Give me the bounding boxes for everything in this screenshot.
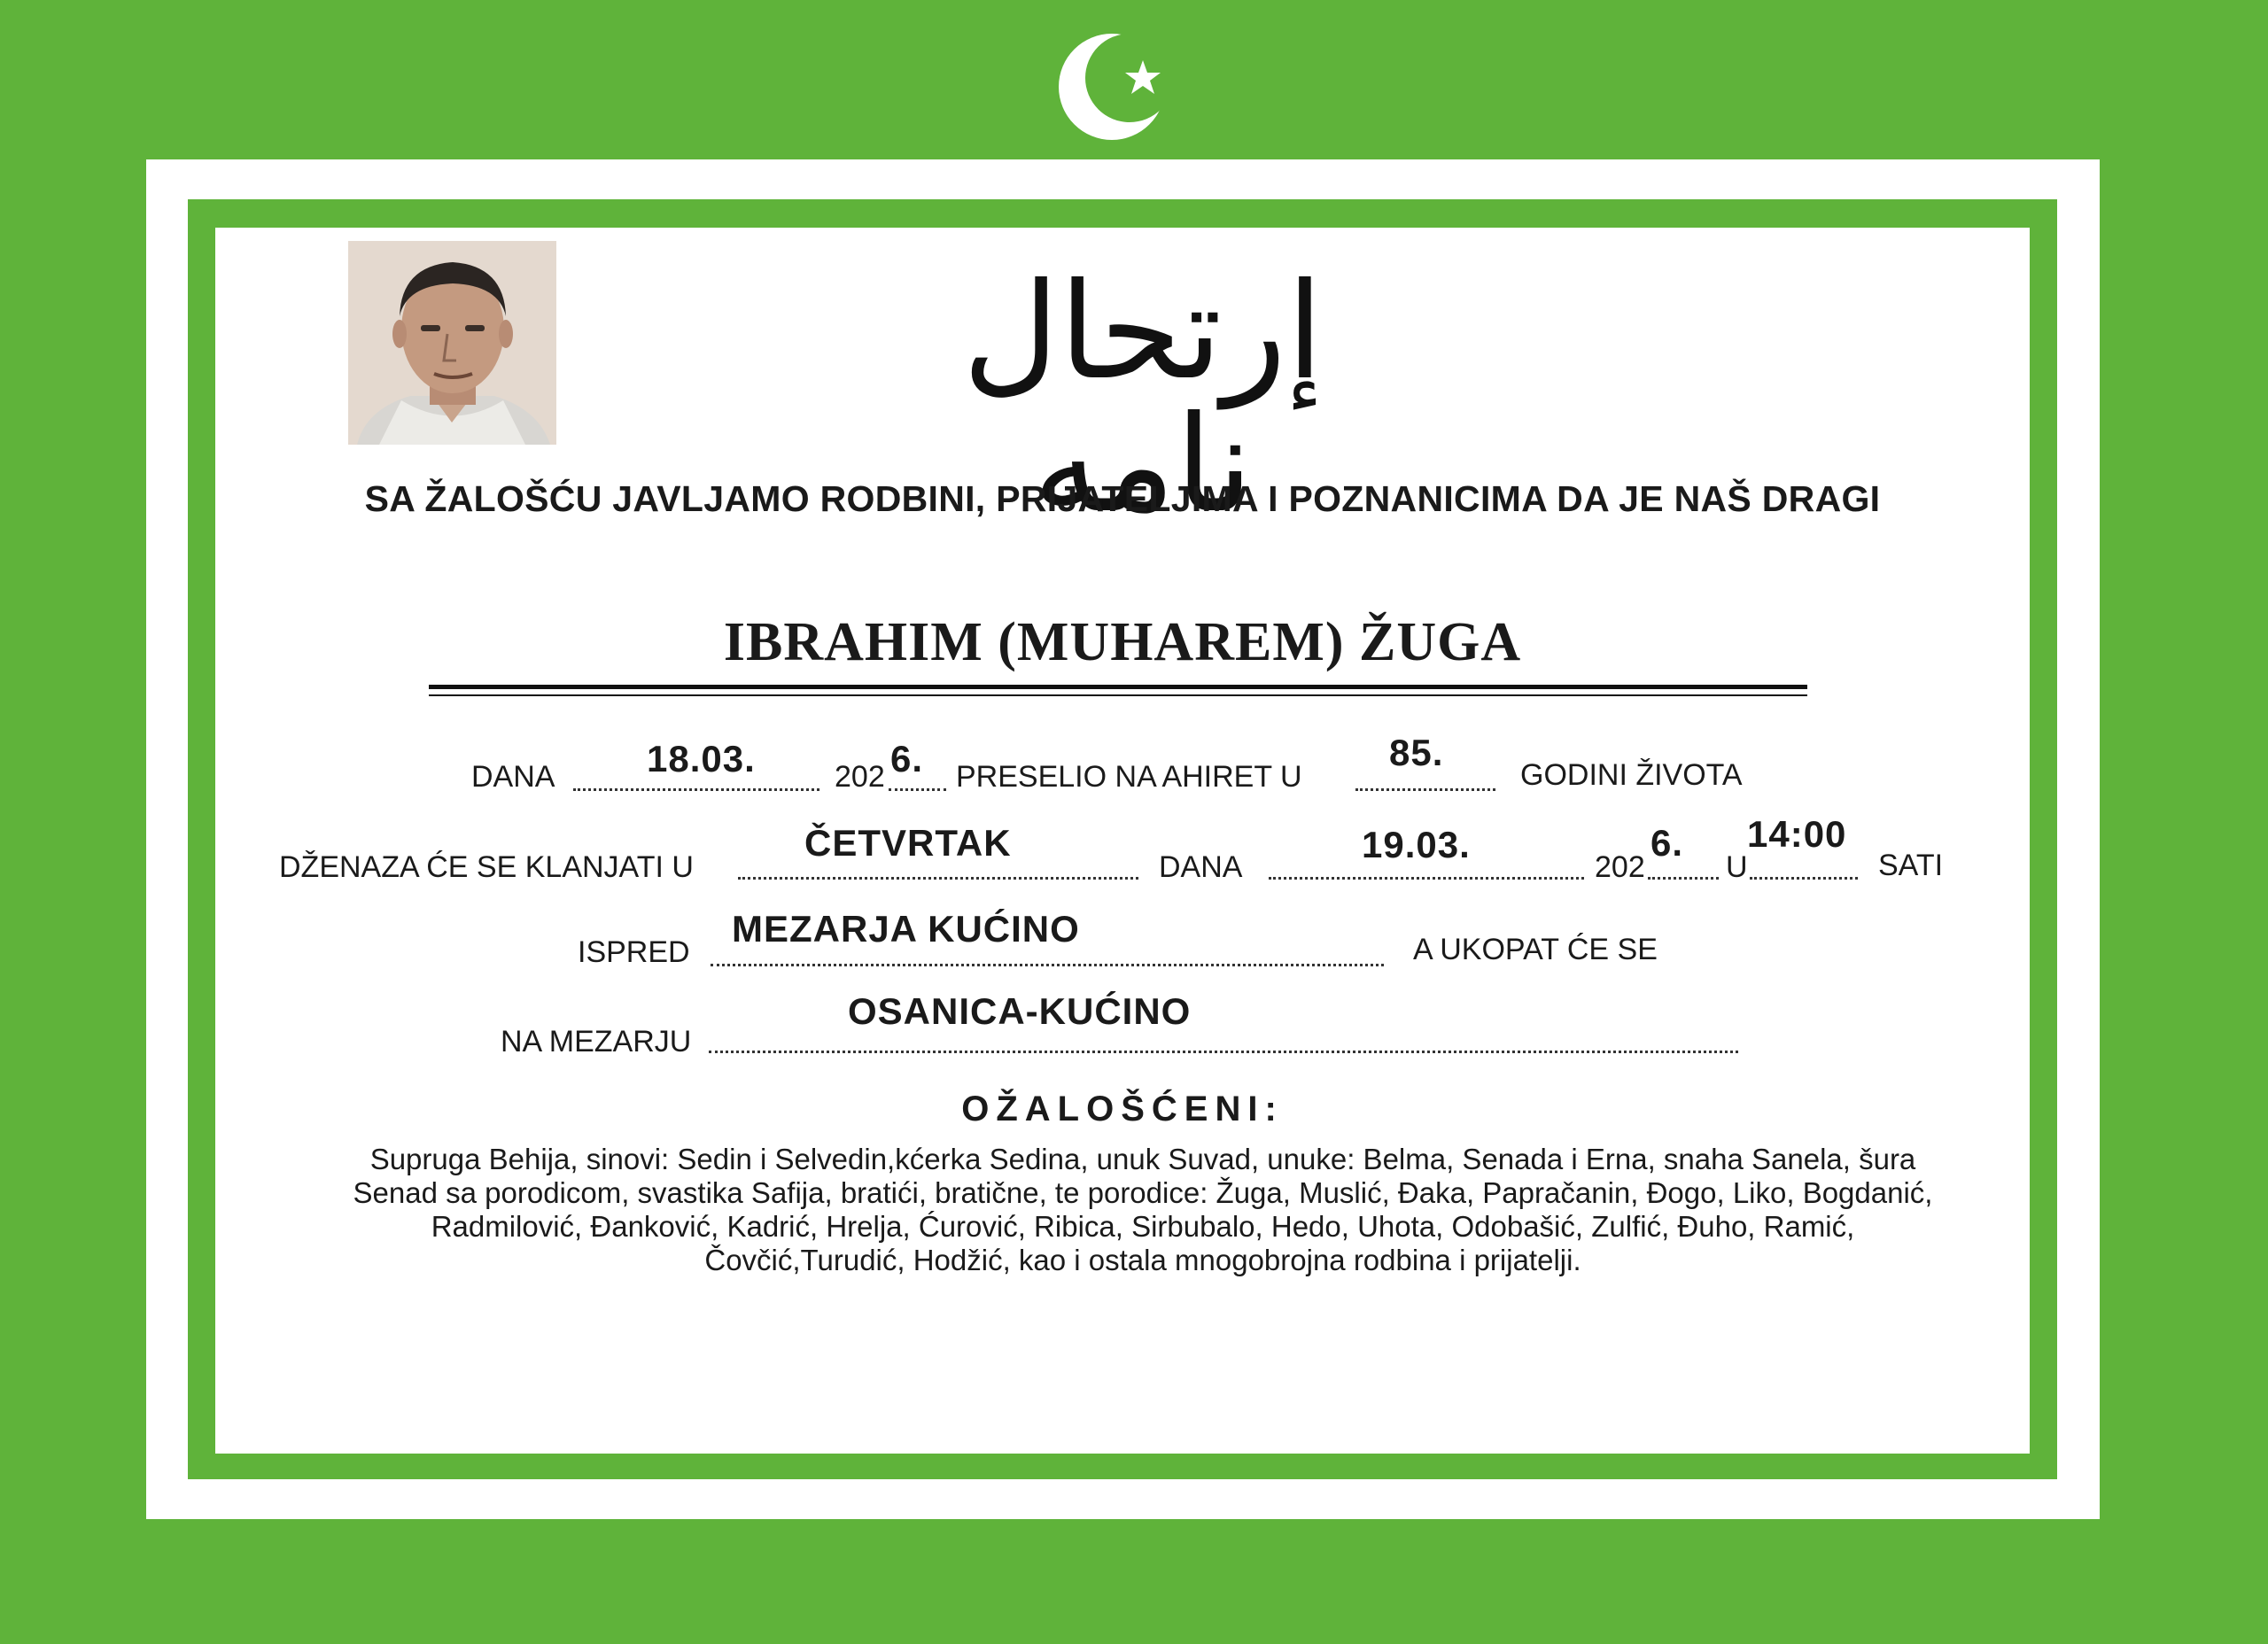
name-underline-thin bbox=[429, 694, 1807, 696]
funeral-year-suffix: 6. bbox=[1651, 822, 1684, 864]
mezarju-label: NA MEZARJU bbox=[501, 1025, 692, 1059]
death-year-suffix: 6. bbox=[890, 738, 924, 779]
age-line bbox=[1355, 788, 1495, 791]
cemetery-line bbox=[709, 1051, 1738, 1053]
prayer-label: DŽENAZA ĆE SE KLANJATI U bbox=[279, 850, 694, 884]
announcement-text: SA ŽALOŠĆU JAVLJAMO RODBINI, PRIJATELJIMA I POZNANICIMA DA JE NAŠ DRAGI bbox=[364, 478, 1881, 519]
year-prefix: 202 bbox=[835, 760, 885, 794]
name-underline bbox=[429, 685, 1807, 689]
year-line bbox=[889, 788, 946, 791]
u-label: U bbox=[1726, 850, 1748, 884]
ukopat-label: A UKOPAT ĆE SE bbox=[1413, 933, 1658, 966]
funeral-day: ČETVRTAK bbox=[804, 822, 1012, 864]
ispred-label: ISPRED bbox=[578, 935, 690, 969]
age: 85. bbox=[1389, 732, 1444, 773]
sati-label: SATI bbox=[1878, 849, 1944, 882]
death-date: 18.03. bbox=[647, 738, 756, 779]
funeral-date-line bbox=[1269, 877, 1584, 880]
mourners-line: Supruga Behija, sinovi: Sedin i Selvedin,kćerka Sedina, unuk Suvad, unuke: Belma, Senada i Erna, snaha Sanela, šura bbox=[369, 1143, 1916, 1175]
funeral-year-line bbox=[1648, 877, 1719, 880]
crescent-star-icon bbox=[1050, 18, 1183, 151]
arabic-title: إرتحال نامه bbox=[962, 255, 1324, 542]
mourners-line: Čovčić,Turudić, Hodžić, kao i ostala mnogobrojna rodbina i prijatelji. bbox=[704, 1244, 1581, 1276]
funeral-date: 19.03. bbox=[1362, 824, 1471, 865]
mourners-title: OŽALOŠĆENI: bbox=[961, 1090, 1284, 1128]
deceased-name: IBRAHIM (MUHAREM) ŽUGA bbox=[723, 612, 1522, 672]
dana-label: DANA bbox=[471, 760, 555, 794]
mourners-line: Senad sa porodicom, svastika Safija, bratići, bratične, te porodice: Žuga, Muslić, Đaka, Papračanin, Đogo, Liko, Bogdanić, bbox=[353, 1176, 1933, 1209]
mourners-line: Radmilović, Đanković, Kadrić, Hrelja, Ćurović, Ribica, Sirbubalo, Hedo, Uhota, Odobašić, Zulfić, Đuho, Ramić, bbox=[431, 1210, 1855, 1243]
time-line bbox=[1750, 877, 1858, 880]
funeral-dana-label: DANA bbox=[1159, 850, 1243, 884]
day-line bbox=[738, 877, 1138, 880]
portrait-photo bbox=[348, 241, 556, 445]
place-line bbox=[711, 964, 1384, 966]
funeral-time: 14:00 bbox=[1747, 813, 1847, 855]
godini-label: GODINI ŽIVOTA bbox=[1520, 758, 1743, 792]
preselio-label: PRESELIO NA AHIRET U bbox=[956, 760, 1302, 794]
place: MEZARJA KUĆINO bbox=[732, 908, 1080, 950]
mourners-list bbox=[248, 1143, 2038, 1277]
date-line bbox=[573, 788, 819, 791]
cemetery: OSANICA-KUĆINO bbox=[848, 990, 1192, 1032]
funeral-year-prefix: 202 bbox=[1595, 850, 1645, 884]
